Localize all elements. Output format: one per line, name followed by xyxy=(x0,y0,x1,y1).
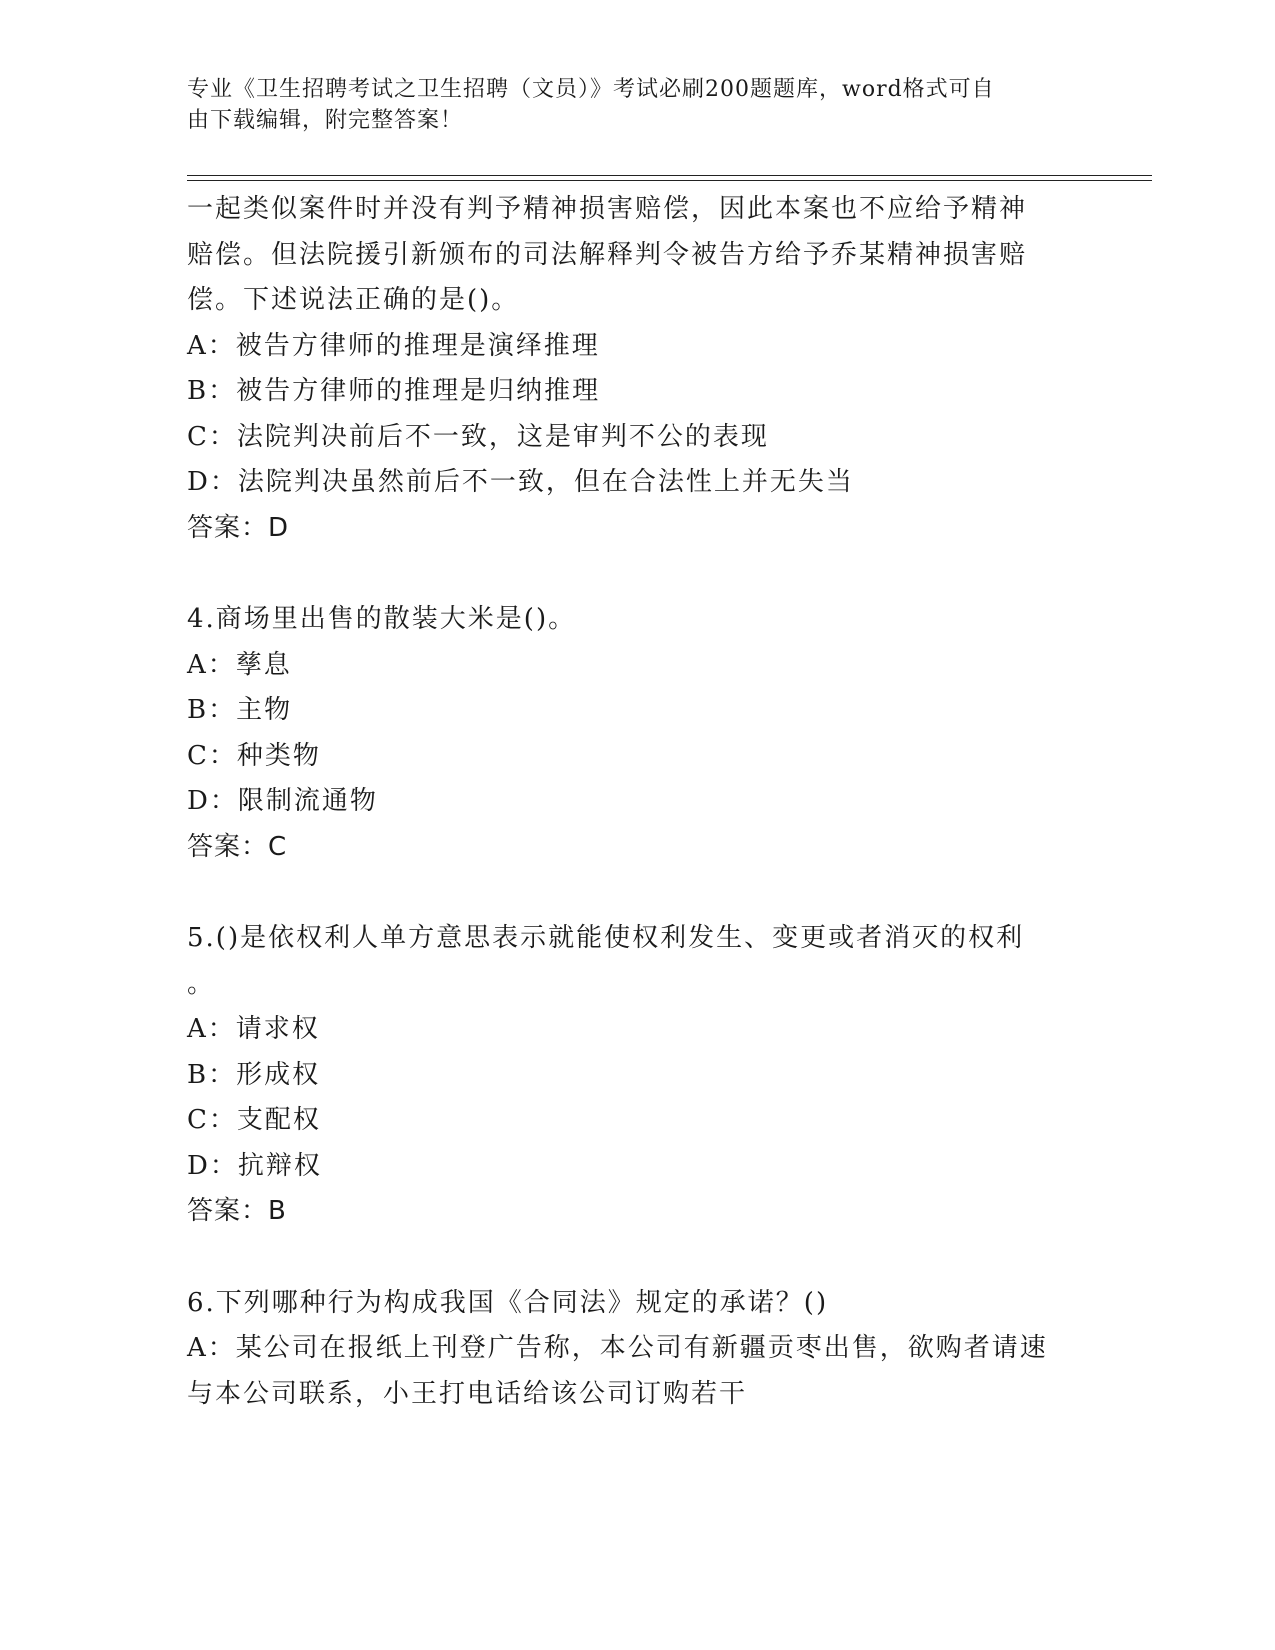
spacer xyxy=(187,870,1087,916)
option-a: A：请求权 xyxy=(187,1014,320,1044)
question-stem-line: 4.商场里出售的散装大米是()。 xyxy=(187,604,577,634)
question-stem-line: 偿。下述说法正确的是()。 xyxy=(187,285,520,315)
option-d: D：抗辩权 xyxy=(187,1150,322,1181)
question-6 xyxy=(187,1281,1087,1418)
option-a: A：孳息 xyxy=(187,649,292,680)
answer: 答案：D xyxy=(187,512,290,543)
option-a: A：某公司在报纸上刊登广告称，本公司有新疆贡枣出售，欲购者请速 xyxy=(187,1333,1048,1363)
option-a: A：被告方律师的推理是演绎推理 xyxy=(187,330,600,361)
header-line-2: 由下载编辑，附完整答案！ xyxy=(187,108,464,133)
question-stem-line: 5.()是依权利人单方意思表示就能使权利发生、变更或者消灭的权利 xyxy=(187,923,1025,953)
header-rule-bottom xyxy=(187,180,1152,181)
option-b: B：被告方律师的推理是归纳推理 xyxy=(187,376,601,406)
answer: 答案：B xyxy=(187,1196,287,1226)
spacer xyxy=(187,551,1087,597)
option-c: C：支配权 xyxy=(187,1105,321,1135)
option-d: D：法院判决虽然前后不一致，但在合法性上并无失当 xyxy=(187,467,854,497)
spacer xyxy=(187,1235,1087,1281)
question-5 xyxy=(187,916,1087,1235)
option-c: C：法院判决前后不一致，这是审判不公的表现 xyxy=(187,421,769,452)
question-4 xyxy=(187,597,1087,870)
question-stem-line: 赔偿。但法院援引新颁布的司法解释判令被告方给予乔某精神损害赔 xyxy=(187,239,1028,270)
page-header xyxy=(187,74,1067,136)
option-c: C：种类物 xyxy=(187,740,321,771)
question-stem-line: 。 xyxy=(187,968,216,999)
question-content xyxy=(187,187,1087,1417)
option-d: D：限制流通物 xyxy=(187,786,378,816)
question-stem-line: 6.下列哪种行为构成我国《合同法》规定的承诺？() xyxy=(187,1287,829,1318)
answer: 答案：C xyxy=(187,831,288,862)
question-stem-line: 一起类似案件时并没有判予精神损害赔偿，因此本案也不应给予精神 xyxy=(187,194,1028,224)
option-b: B：形成权 xyxy=(187,1059,321,1090)
option-a-continued: 与本公司联系，小王打电话给该公司订购若干 xyxy=(187,1378,748,1409)
option-b: B：主物 xyxy=(187,695,293,725)
header-line-1: 专业《卫生招聘考试之卫生招聘（文员）》考试必刷200题题库，word格式可自 xyxy=(187,77,995,102)
header-rule-top xyxy=(187,175,1152,176)
question-3 xyxy=(187,187,1087,551)
